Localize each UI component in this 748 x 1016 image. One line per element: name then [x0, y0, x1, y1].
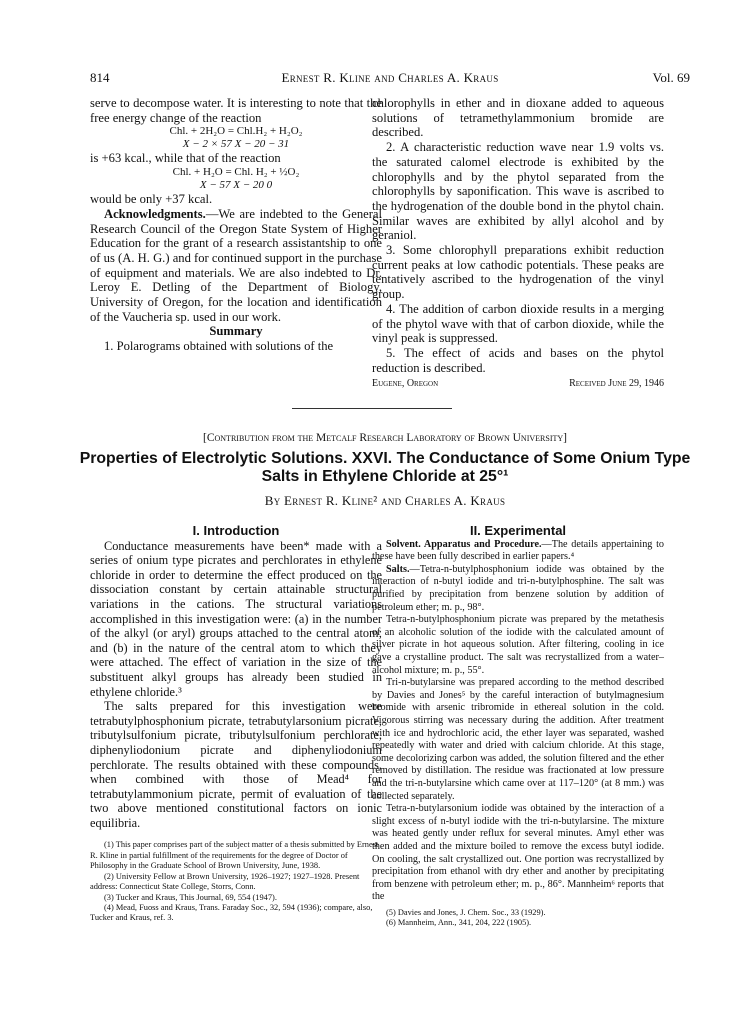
- paragraph-text: —Tetra-n-butylphosphonium iodide was obtained by the interaction of n-butyl iodide and tri-n-butylphosphine. The salt was purified by precipitation from benzene solution by addition of petroleum ether; m. p., 98°.: [372, 563, 664, 613]
- article-authors: By Ernest R. Kline² and Charles A. Kraus: [264, 493, 506, 508]
- paragraph: is +63 kcal., while that of the reaction: [90, 151, 281, 166]
- paragraph: [372, 564, 664, 614]
- divider-rule: [292, 408, 452, 409]
- summary-item: 3. Some chlorophyll preparations exhibit reduction current peaks at low cathodic potentials. These peaks are tentatively ascribed to the hydrogenation of the vinyl group.: [372, 243, 664, 302]
- paragraph: serve to decompose water. It is interesting to note that the free energy change of the reaction: [90, 96, 382, 125]
- equation-values: X − 2 × 57 X − 20 − 31: [182, 138, 290, 151]
- paragraph: Tetra-n-butylarsonium iodide was obtained by the interaction of a slight excess of n-butyl iodide with the tri-n-butylarsine. The mixture was heated gently under reflux for several minutes. Amyl ether was then added and the mixture boiled to remove the excess butyl iodide. On cooling, the salt crystallized out. One portion was recrystallized by precipitation from ethanol with dry ether and another by precipitating from benzene with petroleum ether; m. p., 86°. Mannheim⁶ reports that the: [372, 803, 664, 903]
- experimental-body: [372, 539, 664, 904]
- footnote: (3) Tucker and Kraus, This Journal, 69, 554 (1947).: [104, 892, 277, 902]
- paragraph: The salts prepared for this investigation were tetrabutylphosphonium picrate, tetrabutylarsonium picrate, tributylsulfonium picrate, tributylsulfonium perchlorate, diphenyliodonium picrate and diphenyliodonium perchlorate. The results obtained with these compounds, when combined with those of Mead⁴ for tetrabutylammonium picrate, permit of evaluation of the two above mentioned constitutional factors on ionic equilibria.: [90, 699, 382, 830]
- section-heading: I. Introduction: [192, 523, 280, 538]
- footnote: (5) Davies and Jones, J. Chem. Soc., 33 (1929).: [386, 907, 546, 917]
- paragraph-text: —The details appertaining to these have been fully described in earlier papers.⁴: [372, 538, 664, 563]
- ack-label: Acknowledgments.: [104, 206, 206, 221]
- equation: Chl. + H₂O = Chl. H₂ + ½O₂: [172, 166, 300, 179]
- place: Eugene, Oregon: [372, 378, 439, 390]
- paragraph: Tri-n-butylarsine was prepared according to the method described by Davies and Jones⁵ by the careful interaction of butylmagnesium bromide with arsenic tribromide in ethereal solution in the cold. Vigorous stirring was necessary during the addition. After treatment with ice and hydrochloric acid, the ether layer was separated, washed repeatedly with water and dried with calcium chloride. At this stage, some decolorizing carbon was added, the solution filtered and the ether removed by distillation. The residue was fractionated at low pressure and the tri-n-butylarsine which came over at 117–120° (at 8 mm.) was collected separately.: [372, 677, 664, 802]
- paragraph: Conductance measurements have been* made with a series of onium type picrates and perchlorates in ethylene chloride in order to determine the effect produced on the dissociation constant by certain attainable structural variations in the cations. The structural variations accomplished in this investigation were: (a) in the number of the alkyl (or aryl) groups attached to the central atom; and (b) in the nature of the central atom to which they were attached. The effect of variation in the size of the substituent alkyl groups has already been studied in ethylene chloride.³: [90, 538, 382, 699]
- paragraph: Tetra-n-butylphosphonium picrate was prepared by the metathesis of an alcoholic solution of the iodide with the calculated amount of silver picrate in hot aqueous solution. After filtering, cooling in ice gave a crystalline product. The salt was recrystallized from a water–alcohol mixture; m. p., 55°.: [372, 614, 664, 676]
- contribution-line: [Contribution from the Metcalf Research Laboratory of Brown University]: [203, 432, 567, 444]
- running-header: [90, 70, 690, 88]
- summary-item: 1. Polarograms obtained with solutions of the: [104, 339, 334, 354]
- ack-text: —We are indebted to the General Research Council of the Oregon State System of Higher Education for the grant of a research assistantship to one of us (A. H. G.) and for continued support in the purchase of equipment and materials. We are also indebted to Dr. Leroy E. Detling of the Department of Biology, University of Oregon, for the location and identification of the Vaucheria sp. used in our work.: [90, 206, 382, 324]
- paragraph: chlorophylls in ether and in dioxane added to aqueous solutions of tetramethylammonium bromide are described.: [372, 96, 664, 140]
- paragraph: would be only +37 kcal.: [90, 192, 213, 207]
- equation-values: X − 57 X − 20 0: [199, 179, 273, 192]
- footnote: (6) Mannheim, Ann., 341, 204, 222 (1905).: [386, 918, 532, 928]
- experimental-column: [372, 524, 664, 929]
- prev-article-right-column: [372, 96, 664, 392]
- section-heading: II. Experimental: [469, 523, 567, 538]
- summary-item: 5. The effect of acids and bases on the phytol reduction is described.: [372, 345, 664, 375]
- received-date: Received June 29, 1946: [569, 378, 664, 390]
- article-title: Properties of Electrolytic Solutions. XXVI. The Conductance of Some Onium Type Salts in Ethylene Chloride at 25°¹: [79, 450, 691, 485]
- footnotes: [372, 908, 664, 929]
- equation: Chl. + 2H₂O = Chl.H₂ + H₂O₂: [169, 125, 303, 138]
- paragraph: [372, 539, 664, 564]
- signature-line: [372, 377, 664, 392]
- summary-item: 2. A characteristic reduction wave near 1.9 volts vs. the saturated calomel electrode is exhibited by the chlorophylls and by the phytol separated from the chlorophylls by saponification. This wave is ascribed to the hydrogenation of the double bond in the phytol chain. Similar waves are exhibited by allyl alcohol and by geraniol.: [372, 140, 664, 243]
- summary-heading: Summary: [209, 324, 263, 339]
- running-title: Ernest R. Kline and Charles A. Kraus: [281, 70, 499, 85]
- footnote: (2) University Fellow at Brown University, 1926–1927; 1927–1928. Present address: Connecticut State College, Storrs, Conn.: [90, 871, 360, 892]
- footnote: (4) Mead, Fuoss and Kraus, Trans. Faraday Soc., 32, 594 (1936); compare, also, Tucker and Kraus, ref. 3.: [90, 902, 373, 923]
- volume-label: Vol. 69: [652, 70, 690, 85]
- footnotes: [90, 840, 382, 923]
- footnote: (1) This paper comprises part of the subject matter of a thesis submitted by Ernest R. Kline in partial fulfillment of the requirements for the degree of Doctor of Philosophy in the Graduate School of Brown University, June, 1938.: [90, 840, 379, 871]
- page-number: 814: [90, 70, 110, 85]
- run-in-heading: Solvent. Apparatus and Procedure.: [386, 538, 542, 550]
- run-in-heading: Salts.: [386, 563, 410, 575]
- summary-item: 4. The addition of carbon dioxide results in a merging of the phytol wave with that of carbon dioxide, while the vinyl peak is suppressed.: [372, 301, 664, 346]
- intro-column: [90, 524, 382, 924]
- prev-article-left-column: [90, 96, 382, 354]
- acknowledgments: [90, 207, 382, 325]
